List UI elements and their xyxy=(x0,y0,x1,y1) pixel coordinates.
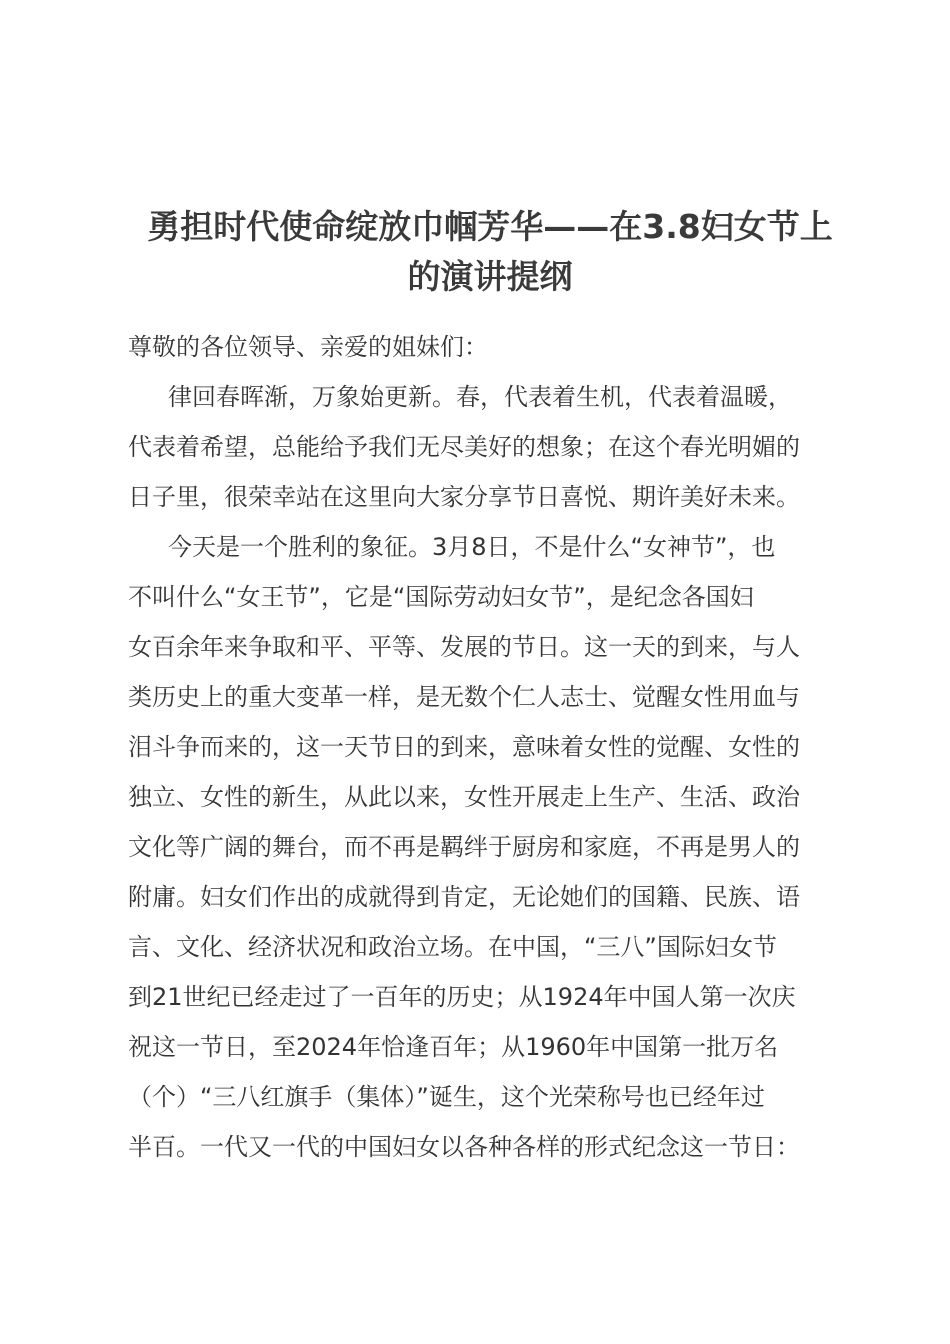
salutation: 尊敬的各位领导、亲爱的姐妹们： xyxy=(128,333,488,361)
paragraph-2-line: 半百。一代又一代的中国妇女以各种各样的形式纪念这一节日： xyxy=(128,1133,800,1161)
paragraph-2-line: 类历史上的重大变革一样，是无数个仁人志士、觉醒女性用血与 xyxy=(128,683,800,711)
paragraph-2-line: 不叫什么“女王节”，它是“国际劳动妇女节”，是纪念各国妇 xyxy=(128,583,754,611)
paragraph-2-line: 独立、女性的新生，从此以来，女性开展走上生产、生活、政治 xyxy=(128,783,800,811)
paragraph-1-line: 律回春晖渐，万象始更新。春，代表着生机，代表着温暖， xyxy=(168,383,792,411)
paragraph-2-line: 到21世纪已经走过了一百年的历史；从1924年中国人第一次庆 xyxy=(128,983,796,1011)
paragraph-2-line: 女百余年来争取和平、平等、发展的节日。这一天的到来，与人 xyxy=(128,633,800,661)
title-line-2: 的演讲提纲 xyxy=(407,257,573,296)
paragraph-2-line: 附庸。妇女们作出的成就得到肯定，无论她们的国籍、民族、语 xyxy=(128,883,800,911)
document-title xyxy=(110,202,870,302)
document-body xyxy=(128,322,850,1172)
paragraph-2-line: 文化等广阔的舞台，而不再是羁绊于厨房和家庭，不再是男人的 xyxy=(128,833,800,861)
paragraph-2-line: 祝这一节日，至2024年恰逢百年；从1960年中国第一批万名 xyxy=(128,1033,779,1061)
paragraph-1-line: 日子里，很荣幸站在这里向大家分享节日喜悦、期许美好未来。 xyxy=(128,483,800,511)
paragraph-2-line: 今天是一个胜利的象征。3月8日，不是什么“女神节”，也 xyxy=(168,533,776,561)
paragraph-2-line: 泪斗争而来的，这一天节日的到来，意味着女性的觉醒、女性的 xyxy=(128,733,800,761)
title-line-1: 勇担时代使命绽放巾帼芳华——在3.8妇女节上 xyxy=(147,207,833,246)
paragraph-2-line: （个）“三八红旗手（集体）”诞生，这个光荣称号也已经年过 xyxy=(128,1083,765,1111)
paragraph-2-line: 言、文化、经济状况和政治立场。在中国，“三八”国际妇女节 xyxy=(128,933,777,961)
paragraph-1-line: 代表着希望，总能给予我们无尽美好的想象；在这个春光明媚的 xyxy=(128,433,800,461)
